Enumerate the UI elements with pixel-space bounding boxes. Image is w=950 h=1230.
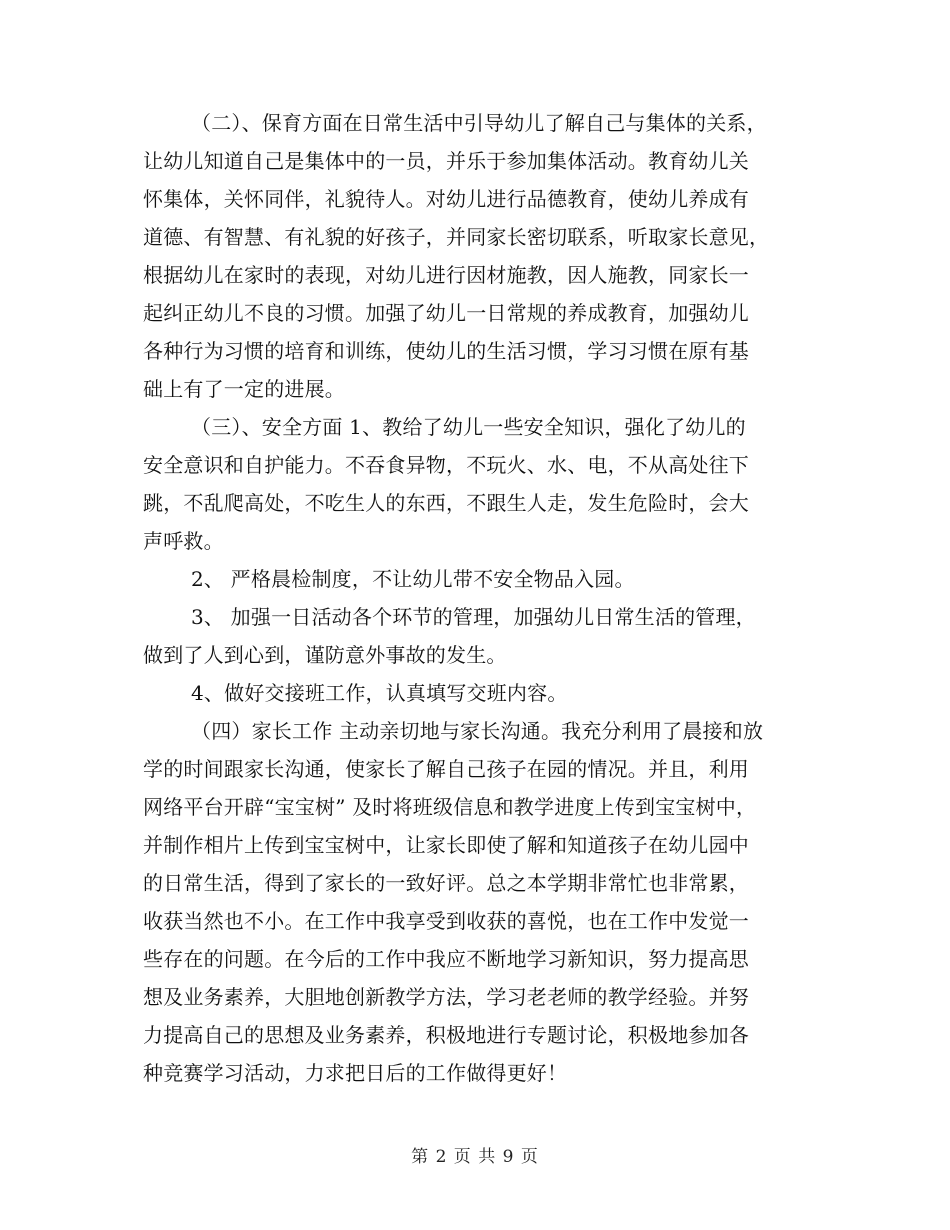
paragraph-line: 各种行为习惯的培育和训练，使幼儿的生活习惯，学习习惯在原有基 — [143, 339, 749, 363]
paragraph-line: 声呼救。 — [143, 529, 224, 553]
paragraph-line: （四）家长工作 主动亲切地与家长沟通。我充分利用了晨接和放 — [191, 719, 764, 743]
paragraph-line: 网络平台开辟“宝宝树” 及时将班级信息和教学进度上传到宝宝树中， — [143, 795, 757, 819]
paragraph-line: 的日常生活，得到了家长的一致好评。总之本学期非常忙也非常累， — [143, 871, 749, 895]
paragraph-line: 3、 加强一日活动各个环节的管理，加强幼儿日常生活的管理， — [191, 605, 756, 629]
page-number-footer: 第 2 页 共 9 页 — [411, 1147, 539, 1167]
paragraph-line: 并制作相片上传到宝宝树中，让家长即使了解和知道孩子在幼儿园中 — [143, 833, 749, 857]
paragraph-line: 收获当然也不小。在工作中我享受到收获的喜悦，也在工作中发觉一 — [143, 909, 749, 933]
paragraph-line: 学的时间跟家长沟通，使家长了解自己孩子在园的情况。并且，利用 — [143, 757, 749, 781]
document-body — [143, 104, 811, 1092]
paragraph-line: 些存在的问题。在今后的工作中我应不断地学习新知识，努力提高思 — [143, 947, 749, 971]
paragraph-line: 想及业务素养，大胆地创新教学方法，学习老老师的教学经验。并努 — [143, 985, 749, 1009]
paragraph-line: 础上有了一定的进展。 — [143, 377, 345, 401]
paragraph-line: 跳，不乱爬高处，不吃生人的东西，不跟生人走，发生危险时，会大 — [143, 491, 749, 515]
paragraph-line: 2、 严格晨检制度，不让幼儿带不安全物品入园。 — [191, 567, 635, 591]
paragraph-line: 做到了人到心到，谨防意外事故的发生。 — [143, 643, 507, 667]
paragraph-line: 根据幼儿在家时的表现，对幼儿进行因材施教，因人施教，同家长一 — [143, 263, 749, 287]
paragraph-line: 让幼儿知道自己是集体中的一员，并乐于参加集体活动。教育幼儿关 — [143, 149, 749, 173]
paragraph-line: 怀集体，关怀同伴，礼貌待人。对幼儿进行品德教育，使幼儿养成有 — [143, 187, 749, 211]
paragraph-line: 道德、有智慧、有礼貌的好孩子，并同家长密切联系，听取家长意见， — [143, 225, 770, 249]
paragraph-line: 种竞赛学习活动，力求把日后的工作做得更好！ — [143, 1061, 568, 1085]
paragraph-line: （三）、安全方面 1、教给了幼儿一些安全知识，强化了幼儿的 — [191, 415, 746, 439]
paragraph-line: 4、做好交接班工作，认真填写交班内容。 — [191, 681, 568, 705]
paragraph-line: 起纠正幼儿不良的习惯。加强了幼儿一日常规的养成教育，加强幼儿 — [143, 301, 749, 325]
paragraph-line: 力提高自己的思想及业务素养，积极地进行专题讨论，积极地参加各 — [143, 1023, 749, 1047]
paragraph-line: （二）、保育方面在日常生活中引导幼儿了解自己与集体的关系， — [191, 111, 767, 135]
paragraph-line: 安全意识和自护能力。不吞食异物，不玩火、水、电，不从高处往下 — [143, 453, 749, 477]
